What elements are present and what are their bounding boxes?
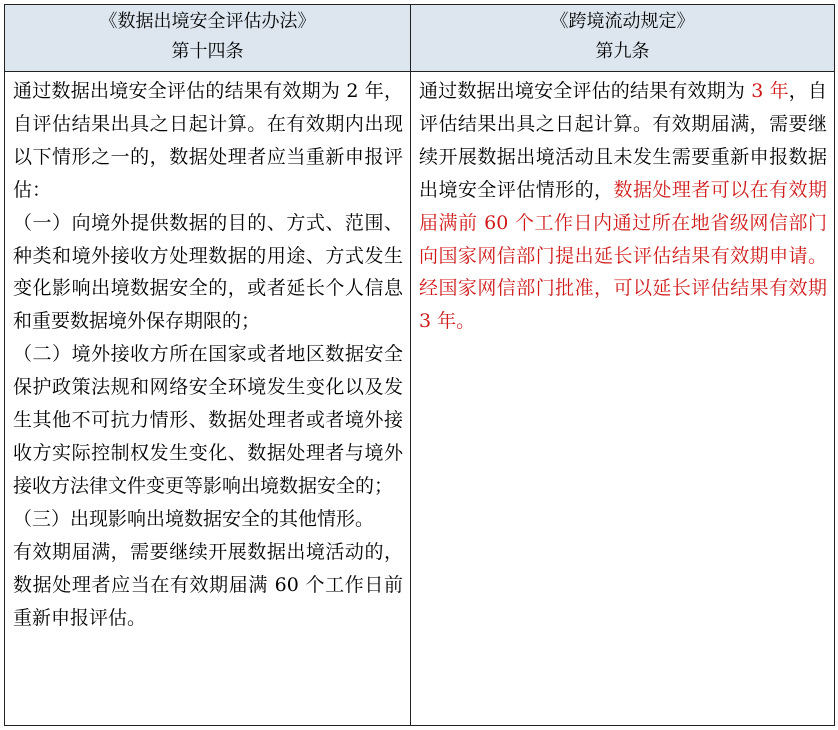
left-paragraph-intro: 通过数据出境安全评估的结果有效期为 2 年，自评估结果出具之日起计算。在有效期内出现以下情形之一的，数据处理者应当重新申报评估： [13, 80, 403, 201]
right-text-part-2: ，自评估结果出具之日起计算。有效期届满，需要继续开展数据出境活动且未发生需要重新申报数据出境安全评估情形的， [419, 80, 827, 201]
left-cell [5, 72, 411, 726]
left-paragraph-expiry: 有效期届满，需要继续开展数据出境活动的，数据处理者应当在有效期届满 60 个工作日前重新申报评估。 [13, 540, 403, 629]
right-cell [411, 72, 835, 726]
left-title: 《数据出境安全评估办法》 [99, 11, 316, 32]
comparison-table [4, 4, 835, 726]
header-row [5, 5, 835, 72]
right-title: 《跨境流动规定》 [550, 11, 695, 32]
right-article: 第九条 [595, 41, 650, 62]
right-header [411, 5, 835, 72]
left-item-2: （二）境外接收方所在国家或者地区数据安全保护政策法规和网络安全环境发生变化以及发生其他不可抗力情形、数据处理者或者境外接收方实际控制权发生变化、数据处理者与境外接收方法律文件变更等影响出境数据安全的； [13, 343, 403, 497]
left-article: 第十四条 [171, 41, 244, 62]
left-item-1: （一）向境外提供数据的目的、方式、范围、种类和境外接收方处理数据的用途、方式发生变化影响出境数据安全的，或者延长个人信息和重要数据境外保存期限的； [13, 211, 403, 333]
right-paragraph [419, 75, 827, 338]
content-row [5, 72, 835, 726]
right-highlight-term: 3 年 [745, 80, 789, 102]
left-header [5, 5, 411, 72]
right-text-part-1: 通过数据出境安全评估的结果有效期为 [419, 80, 746, 102]
left-item-3: （三）出现影响出境数据安全的其他情形。 [13, 507, 375, 530]
right-highlight-extension: 数据处理者可以在有效期届满前 60 个工作日内通过所在地省级网信部门向国家网信部门提出延长评估结果有效期申请。经国家网信部门批准，可以延长评估结果有效期 3 年。 [419, 178, 827, 333]
